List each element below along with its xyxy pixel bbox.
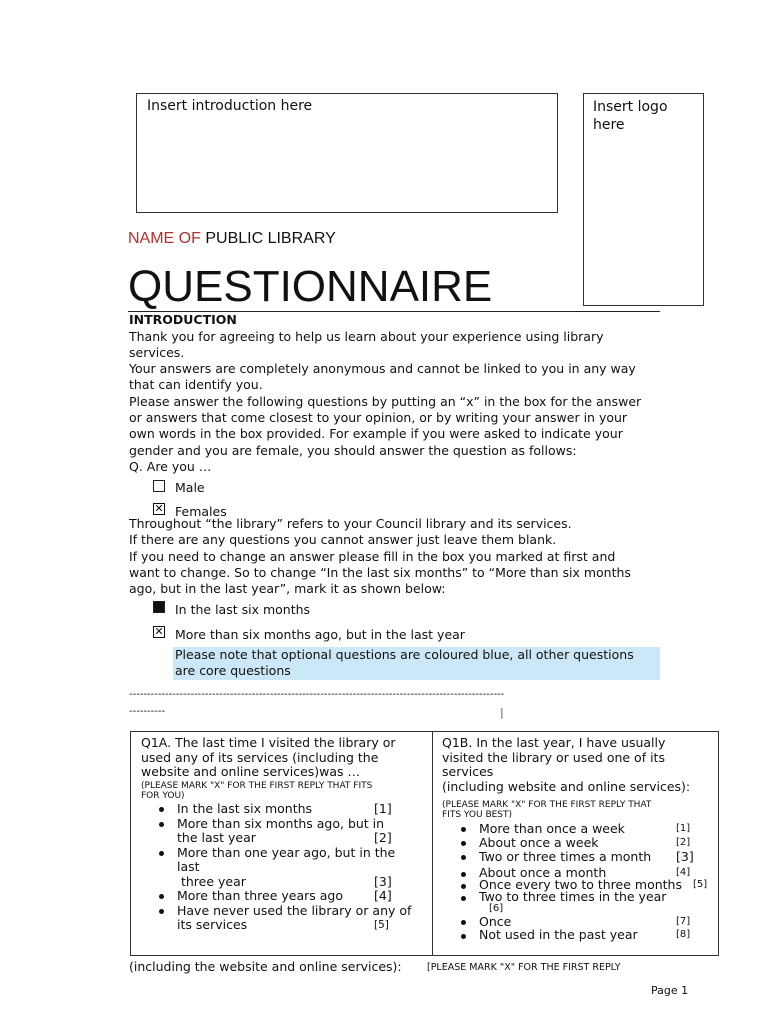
q1a-option-code: [2] bbox=[374, 830, 392, 845]
q1a-option-label: last bbox=[177, 859, 200, 874]
q1a-option-code: [1] bbox=[374, 801, 392, 816]
text-cursor: | bbox=[500, 706, 504, 719]
intro-line: Q. Are you … bbox=[129, 458, 212, 474]
q1b-option-label: Not used in the past year bbox=[479, 927, 638, 942]
six-months-option-label: In the last six months bbox=[175, 602, 311, 617]
separator-line bbox=[129, 686, 669, 720]
q1b-option-code: [7] bbox=[676, 916, 691, 927]
public-library-label: PUBLIC LIBRARY bbox=[205, 230, 336, 247]
q1b-option[interactable] bbox=[443, 836, 713, 850]
intro-line: Thank you for agreeing to help us learn about your experience using library bbox=[129, 328, 604, 344]
q1b-line: (including website and online services): bbox=[442, 778, 691, 794]
q1b-option-code: [4] bbox=[676, 867, 691, 878]
q1a-option-label: More than one year ago, but in the bbox=[177, 844, 396, 860]
q1a-line: Q1A. The last time I visited the library or bbox=[141, 735, 396, 750]
intro-line: Your answers are completely anonymous and cannot be linked to you in any way bbox=[129, 361, 636, 377]
page-number: Page 1 bbox=[651, 984, 689, 997]
q1a-option-label: More than three years ago bbox=[177, 888, 343, 903]
library-name bbox=[128, 230, 336, 248]
page-title: QUESTIONNAIRE bbox=[128, 262, 493, 311]
male-option-label: Male bbox=[175, 480, 205, 495]
name-of-label: NAME OF bbox=[128, 230, 201, 247]
q1a-option[interactable] bbox=[141, 904, 431, 933]
q1b-option-label: Once bbox=[479, 914, 512, 929]
q1b-option-code: [1] bbox=[676, 823, 691, 834]
bullet-icon bbox=[461, 896, 466, 901]
male-checkbox[interactable] bbox=[153, 480, 165, 492]
bullet-icon bbox=[461, 827, 466, 832]
q1a-option[interactable] bbox=[141, 889, 431, 904]
bullet-icon bbox=[159, 851, 164, 856]
q1b-option[interactable] bbox=[443, 891, 713, 915]
intro-line: own words in the box provided. For example if you were asked to indicate your bbox=[129, 426, 623, 442]
q1b-option-code: [5] bbox=[693, 879, 708, 890]
q1a-option[interactable] bbox=[141, 817, 431, 846]
note-line: are core questions bbox=[175, 663, 291, 679]
more-than-six-months-label: More than six months ago, but in the last year bbox=[175, 627, 465, 642]
more-than-six-months-checkbox[interactable]: ✕ bbox=[154, 625, 164, 638]
q1b-instruction bbox=[442, 800, 651, 820]
q1b-line: services bbox=[442, 764, 494, 779]
instruction-line: Throughout “the library” refers to your Council library and its services. bbox=[129, 516, 572, 531]
bullet-icon bbox=[461, 855, 466, 860]
q1b-box bbox=[432, 731, 719, 956]
q1a-option-label: In the last six months bbox=[177, 801, 313, 816]
q1a-instruction bbox=[141, 781, 372, 801]
instructions-paragraph bbox=[129, 516, 669, 597]
instruction-line: ago, but in the last year”, mark it as shown below: bbox=[129, 581, 446, 597]
q1b-option[interactable] bbox=[443, 822, 713, 836]
bullet-icon bbox=[159, 822, 164, 827]
q1b-option[interactable] bbox=[443, 929, 713, 941]
intro-line: or answers that come closest to your opinion, or by writing your answer in your bbox=[129, 409, 628, 425]
q1a-option-label: its services bbox=[177, 917, 248, 932]
bullet-icon bbox=[159, 909, 164, 914]
q1b-question bbox=[442, 736, 717, 794]
q1a-instruction-line: FOR YOU) bbox=[141, 791, 185, 801]
q1a-option-code: [5] bbox=[374, 919, 389, 931]
introduction-heading: INTRODUCTION bbox=[129, 312, 237, 327]
q1b-instruction-line: (PLEASE MARK "X" FOR THE FIRST REPLY THAT bbox=[442, 800, 652, 810]
q1b-option-label: More than once a week bbox=[479, 821, 625, 836]
bullet-icon bbox=[461, 841, 466, 846]
introduction-placeholder-box bbox=[136, 93, 558, 213]
q1b-options bbox=[443, 822, 713, 941]
q1b-option-label: Two or three times a month bbox=[479, 849, 652, 864]
note-line: Please note that optional questions are coloured blue, all other questions bbox=[175, 647, 634, 662]
q1a-option-code: [3] bbox=[374, 873, 392, 889]
q1b-option-label: About once a week bbox=[479, 835, 599, 850]
q1b-line: visited the library or used one of its bbox=[442, 749, 665, 765]
q1b-instruction-line: FITS YOU BEST) bbox=[442, 810, 513, 820]
bullet-icon bbox=[461, 934, 466, 939]
instruction-line: If there are any questions you cannot answer just leave them blank. bbox=[129, 532, 557, 548]
females-checkbox[interactable]: ✕ bbox=[154, 502, 164, 515]
q1a-box bbox=[130, 731, 433, 956]
q1b-line: Q1B. In the last year, I have usually bbox=[442, 735, 666, 750]
introduction-paragraph bbox=[129, 329, 669, 476]
q1a-options bbox=[141, 802, 431, 933]
q1b-option[interactable] bbox=[443, 850, 713, 864]
q1b-option-code: [8] bbox=[676, 929, 691, 940]
six-months-filled-checkbox[interactable] bbox=[153, 601, 165, 613]
bullet-icon bbox=[461, 872, 466, 877]
q1a-option-label: the last year bbox=[177, 830, 256, 845]
instruction-line: want to change. So to change “In the last six months” to “More than six months bbox=[129, 564, 631, 580]
q1a-line: used any of its services (including the bbox=[141, 749, 379, 765]
q1a-option[interactable] bbox=[141, 802, 431, 817]
q1a-option-code: [4] bbox=[374, 888, 392, 903]
bullet-icon bbox=[461, 920, 466, 925]
intro-line: services. bbox=[129, 344, 185, 360]
q1b-option-code: [2] bbox=[676, 837, 691, 848]
instruction-line: If you need to change an answer please fill in the box you marked at first and bbox=[129, 548, 616, 564]
q1b-option-label: Once every two to three months bbox=[479, 877, 682, 892]
q1a-option-label: More than six months ago, but in bbox=[177, 815, 385, 831]
q1a-instruction-line: (PLEASE MARK "X" FOR THE FIRST REPLY THAT FITS bbox=[141, 781, 373, 791]
q1a-option[interactable] bbox=[141, 846, 431, 890]
overflow-instruction: [PLEASE MARK "X" FOR THE FIRST REPLY bbox=[427, 962, 621, 973]
q1b-option-code: [6] bbox=[489, 903, 504, 914]
intro-line: Please answer the following questions by putting an “x” in the box for the answer bbox=[129, 393, 642, 409]
q1b-option-label: Two to three times in the year bbox=[479, 889, 667, 904]
intro-line: that can identify you. bbox=[129, 377, 263, 393]
q1a-question bbox=[141, 736, 426, 780]
optional-questions-note bbox=[173, 647, 660, 680]
logo-placeholder-box bbox=[583, 93, 704, 306]
bullet-icon bbox=[159, 894, 164, 899]
bullet-icon bbox=[159, 807, 164, 812]
females-option-label: Females bbox=[175, 504, 227, 519]
intro-line: gender and you are female, you should answer the question as follows: bbox=[129, 442, 577, 458]
introduction-placeholder-text: Insert introduction here bbox=[147, 98, 313, 114]
overflow-line: (including the website and online services): bbox=[129, 959, 402, 974]
logo-placeholder-text: Insert logo here bbox=[593, 99, 668, 133]
q1b-option-code: [3] bbox=[676, 849, 694, 864]
separator-dashes: ---------- bbox=[129, 706, 166, 717]
q1a-line: website and online services)was … bbox=[141, 764, 361, 779]
bullet-icon bbox=[461, 884, 466, 889]
q1a-option-label: three year bbox=[177, 873, 246, 889]
q1a-option-label: Have never used the library or any of bbox=[177, 902, 412, 918]
q1b-option-label: About once a month bbox=[479, 865, 607, 880]
separator-dashes: -------------------------------------------------------------------------------------------------------- bbox=[129, 689, 505, 700]
